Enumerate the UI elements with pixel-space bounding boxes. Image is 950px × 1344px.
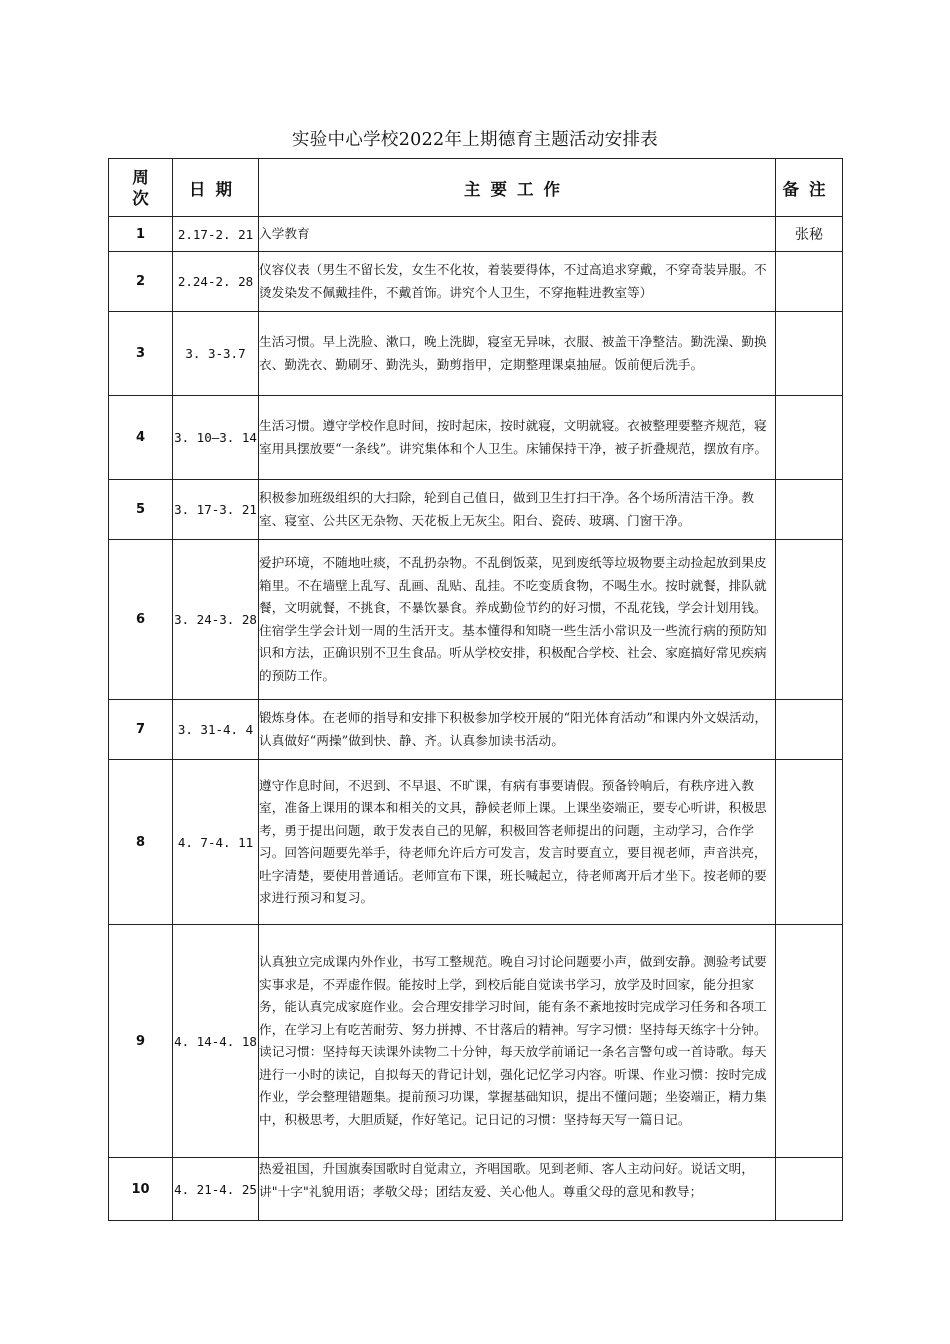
note-cell — [776, 700, 843, 760]
date-cell: 2.17-2. 21 — [173, 217, 259, 252]
table-row — [109, 252, 843, 312]
note-cell — [776, 312, 843, 396]
note-cell — [776, 1158, 843, 1221]
content-cell: 认真独立完成课内外作业，书写工整规范。晚自习讨论问题要小声，做到安静。测验考试要实事求是，不弄虚作假。能按时上学，到校后能自觉读书学习，放学及时回家，能分担家务，能认真完成家庭作业。会合理安排学习时间，能有条不紊地按时完成学习任务和各项工作，在学习上有吃苦耐劳、努力拼搏、不甘落后的精神。写字习惯：坚持每天练字十分钟。读记习惯：坚持每天读课外读物二十分钟，每天放学前诵记一条名言警句或一首诗歌。每天进行一小时的读记，自拟每天的背记计划，强化记忆学习内容。听课、作业习惯：按时完成作业，学会整理错题集。提前预习功课，掌握基础知识，提出不懂问题；坐姿端正，精力集中，积极思考，大胆质疑，作好笔记。记日记的习惯：坚持每天写一篇日记。 — [259, 925, 776, 1158]
content-cell: 入学教育 — [259, 217, 776, 252]
content-cell: 生活习惯。遵守学校作息时间，按时起床，按时就寝，文明就寝。衣被整理要整齐规范，寝室用具摆放要“一条线”。讲究集体和个人卫生。床铺保持干净，被子折叠规范，摆放有序。 — [259, 396, 776, 480]
header-work: 主要工作 — [259, 159, 776, 217]
header-row — [109, 159, 843, 217]
document-title: 实验中心学校2022年上期德育主题活动安排表 — [291, 130, 659, 150]
content-cell: 生活习惯。早上洗脸、漱口，晚上洗脚，寝室无异味，衣服、被盖干净整洁。勤洗澡、勤换衣、勤洗衣、勤刷牙、勤洗头，勤剪指甲，定期整理课桌抽屉。饭前便后洗手。 — [259, 312, 776, 396]
week-cell: 3 — [109, 312, 173, 396]
date-cell: 3. 17-3. 21 — [173, 480, 259, 540]
note-cell — [776, 760, 843, 925]
week-cell: 7 — [109, 700, 173, 760]
content-cell: 热爱祖国，升国旗奏国歌时自觉肃立，齐唱国歌。见到老师、客人主动问好。说话文明，讲"十字"礼貌用语；孝敬父母；团结友爱、关心他人。尊重父母的意见和教导； — [259, 1158, 776, 1221]
table-row — [109, 1158, 843, 1221]
content-cell: 锻炼身体。在老师的指导和安排下积极参加学校开展的“阳光体育活动”和课内外文娱活动，认真做好“两操”做到快、静、齐。认真参加读书活动。 — [259, 700, 776, 760]
date-cell: 3. 3-3.7 — [173, 312, 259, 396]
note-cell — [776, 540, 843, 700]
week-cell: 1 — [109, 217, 173, 252]
content-cell: 爱护环境，不随地吐痰，不乱扔杂物。不乱倒饭菜，见到废纸等垃圾物要主动捡起放到果皮箱里。不在墙壁上乱写、乱画、乱贴、乱挂。不吃变质食物，不喝生水。按时就餐，排队就餐，文明就餐，不挑食，不暴饮暴食。养成勤俭节约的好习惯，不乱花钱，学会计划用钱。住宿学生学会计划一周的生活开支。基本懂得和知晓一些生活小常识及一些流行病的预防知识和方法，正确识别不卫生食品。听从学校安排，积极配合学校、社会、家庭搞好常见疾病的预防工作。 — [259, 540, 776, 700]
date-cell: 3. 31-4. 4 — [173, 700, 259, 760]
header-week-bottom: 次 — [132, 188, 149, 208]
table-row — [109, 312, 843, 396]
table-row — [109, 396, 843, 480]
table-row — [109, 217, 843, 252]
week-cell: 8 — [109, 760, 173, 925]
week-cell: 4 — [109, 396, 173, 480]
content-cell: 遵守作息时间，不迟到、不早退、不旷课，有病有事要请假。预备铃响后，有秩序进入教室，准备上课用的课本和相关的文具，静候老师上课。上课坐姿端正，要专心听讲，积极思考，勇于提出问题，敢于发表自己的见解，积极回答老师提出的问题，主动学习，合作学习。回答问题要先举手，待老师允许后方可发言，发言时要直立，要目视老师，声音洪亮，吐字清楚，要使用普通话。老师宣布下课，班长喊起立，待老师离开后才坐下。按老师的要求进行预习和复习。 — [259, 760, 776, 925]
date-cell: 4. 14-4. 18 — [173, 925, 259, 1158]
table-row — [109, 480, 843, 540]
date-cell: 3. 24-3. 28 — [173, 540, 259, 700]
note-cell: 张秘 — [776, 217, 843, 252]
content-cell: 仪容仪表（男生不留长发，女生不化妆，着装要得体，不过高追求穿戴，不穿奇装异服。不烫发染发不佩戴挂件，不戴首饰。讲究个人卫生，不穿拖鞋进教室等） — [259, 252, 776, 312]
week-cell: 9 — [109, 925, 173, 1158]
note-cell — [776, 252, 843, 312]
date-cell: 4. 7-4. 11 — [173, 760, 259, 925]
header-note: 备注 — [776, 159, 843, 217]
week-cell: 5 — [109, 480, 173, 540]
week-cell: 10 — [109, 1158, 173, 1221]
date-cell: 2.24-2. 28 — [173, 252, 259, 312]
note-cell — [776, 480, 843, 540]
table-row — [109, 925, 843, 1158]
header-week — [109, 159, 173, 217]
header-date: 日期 — [173, 159, 259, 217]
date-cell: 3. 10—3. 14 — [173, 396, 259, 480]
table-row — [109, 760, 843, 925]
week-cell: 6 — [109, 540, 173, 700]
week-cell: 2 — [109, 252, 173, 312]
table-row — [109, 540, 843, 700]
header-week-top: 周 — [132, 167, 149, 187]
content-cell: 积极参加班级组织的大扫除，轮到自己值日，做到卫生打扫干净。各个场所清洁干净。教室、寝室、公共区无杂物、天花板上无灰尘。阳台、瓷砖、玻璃、门窗干净。 — [259, 480, 776, 540]
schedule-table — [108, 158, 843, 1221]
note-cell — [776, 396, 843, 480]
date-cell: 4. 21-4. 25 — [173, 1158, 259, 1221]
table-row — [109, 700, 843, 760]
note-cell — [776, 925, 843, 1158]
